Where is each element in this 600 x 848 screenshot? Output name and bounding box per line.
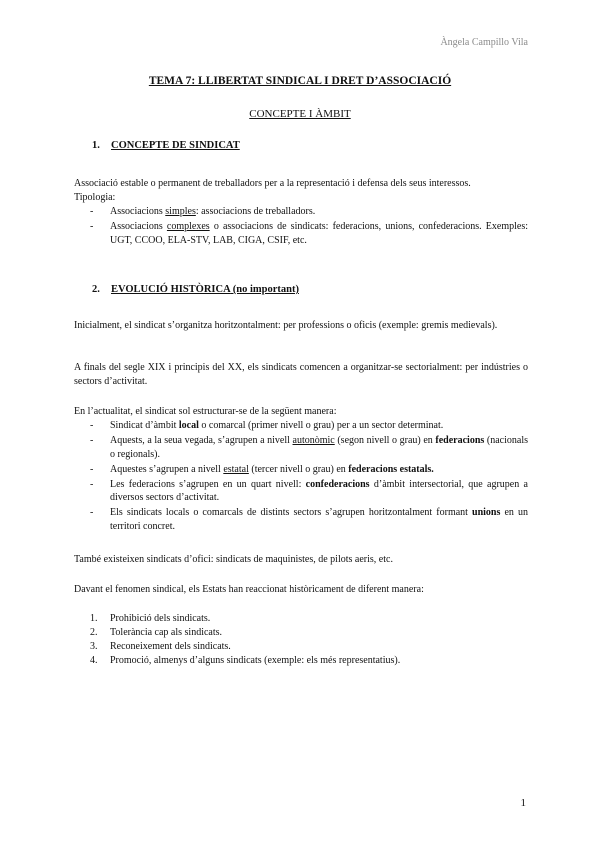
section-2-note: (no important): [230, 284, 299, 295]
tipologia-list: [74, 205, 528, 249]
section-1-definition: Associació estable o permanent de treballadors per a la representació i defensa dels seus interessos.: [74, 178, 471, 189]
list-item: - Aquestes s’agrupen a nivell estatal (tercer nivell o grau) en federacions estatals.: [90, 463, 434, 475]
list-item: 1. Prohibició dels sindicats.: [90, 613, 211, 624]
document-title: TEMA 7: LLIBERTAT SINDICAL I DRET D’ASSOCIACIÓ: [148, 75, 452, 87]
section-2-title: EVOLUCIÓ HISTÒRICA: [111, 284, 231, 295]
list-item: - Aquests, a la seua vegada, s’agrupen a nivell autonòmic (segon nivell o grau) en federacions (nacionals o regionals).: [90, 435, 528, 460]
structure-list: [74, 419, 528, 535]
paragraph-initially: Inicialment, el sindicat s’organitza horitzontalment: per professions o oficis (exemple: gremis medievals).: [74, 320, 498, 331]
paragraph-state-reaction: Davant el fenomen sindical, els Estats han reaccionat històricament de diferent manera:: [74, 584, 424, 595]
section-2-heading: [92, 284, 299, 295]
document-subtitle: CONCEPTE I ÀMBIT: [249, 108, 351, 120]
reactions-list: [74, 612, 528, 668]
paragraph-current: En l’actualitat, el sindicat sol estructurar-se de la següent manera:: [74, 406, 337, 417]
list-item: - Associacions complexes o associacions de sindicats: federacions, unions, confederacions. Exemples: UGT, CCOO, ELA-STV, LAB, CIGA, CSIF, etc.: [90, 221, 528, 246]
paragraph-late-19th: A finals del segle XIX i principis del XX, els sindicats comencen a organitzar-se sectorialment: per indústries o sectors d’activitat.: [74, 362, 528, 387]
list-item: - Els sindicats locals o comarcals de distints sectors s’agrupen horitzontalment formant unions en un territori concret.: [90, 507, 528, 532]
section-1-heading: [92, 140, 240, 151]
paragraph-trade-unions: També existeixen sindicats d’ofici: sindicats de maquinistes, de pilots aeris, etc.: [74, 554, 393, 565]
list-item: - Les federacions s’agrupen en un quart nivell: confederacions d’àmbit intersectorial, que agrupen a diversos sectors d’activitat.: [90, 478, 528, 503]
tipologia-label: Tipologia:: [74, 192, 116, 203]
list-item: 3. Reconeixement dels sindicats.: [90, 641, 231, 652]
list-item: - Sindicat d’àmbit local o comarcal (primer nivell o grau) per a un sector determinat.: [90, 420, 444, 431]
section-2-number: 2.: [92, 284, 100, 295]
section-1-number: 1.: [92, 140, 100, 151]
list-item: 2. Tolerància cap als sindicats.: [90, 627, 223, 638]
list-item: - Associacions simples: associacions de treballadors.: [90, 206, 316, 217]
list-item: 4. Promoció, almenys d’alguns sindicats (exemple: els més representatius).: [90, 655, 401, 666]
page-number: 1: [520, 797, 526, 809]
section-1-title: CONCEPTE DE SINDICAT: [111, 140, 240, 151]
header-author: Àngela Campillo Vila: [440, 37, 528, 48]
